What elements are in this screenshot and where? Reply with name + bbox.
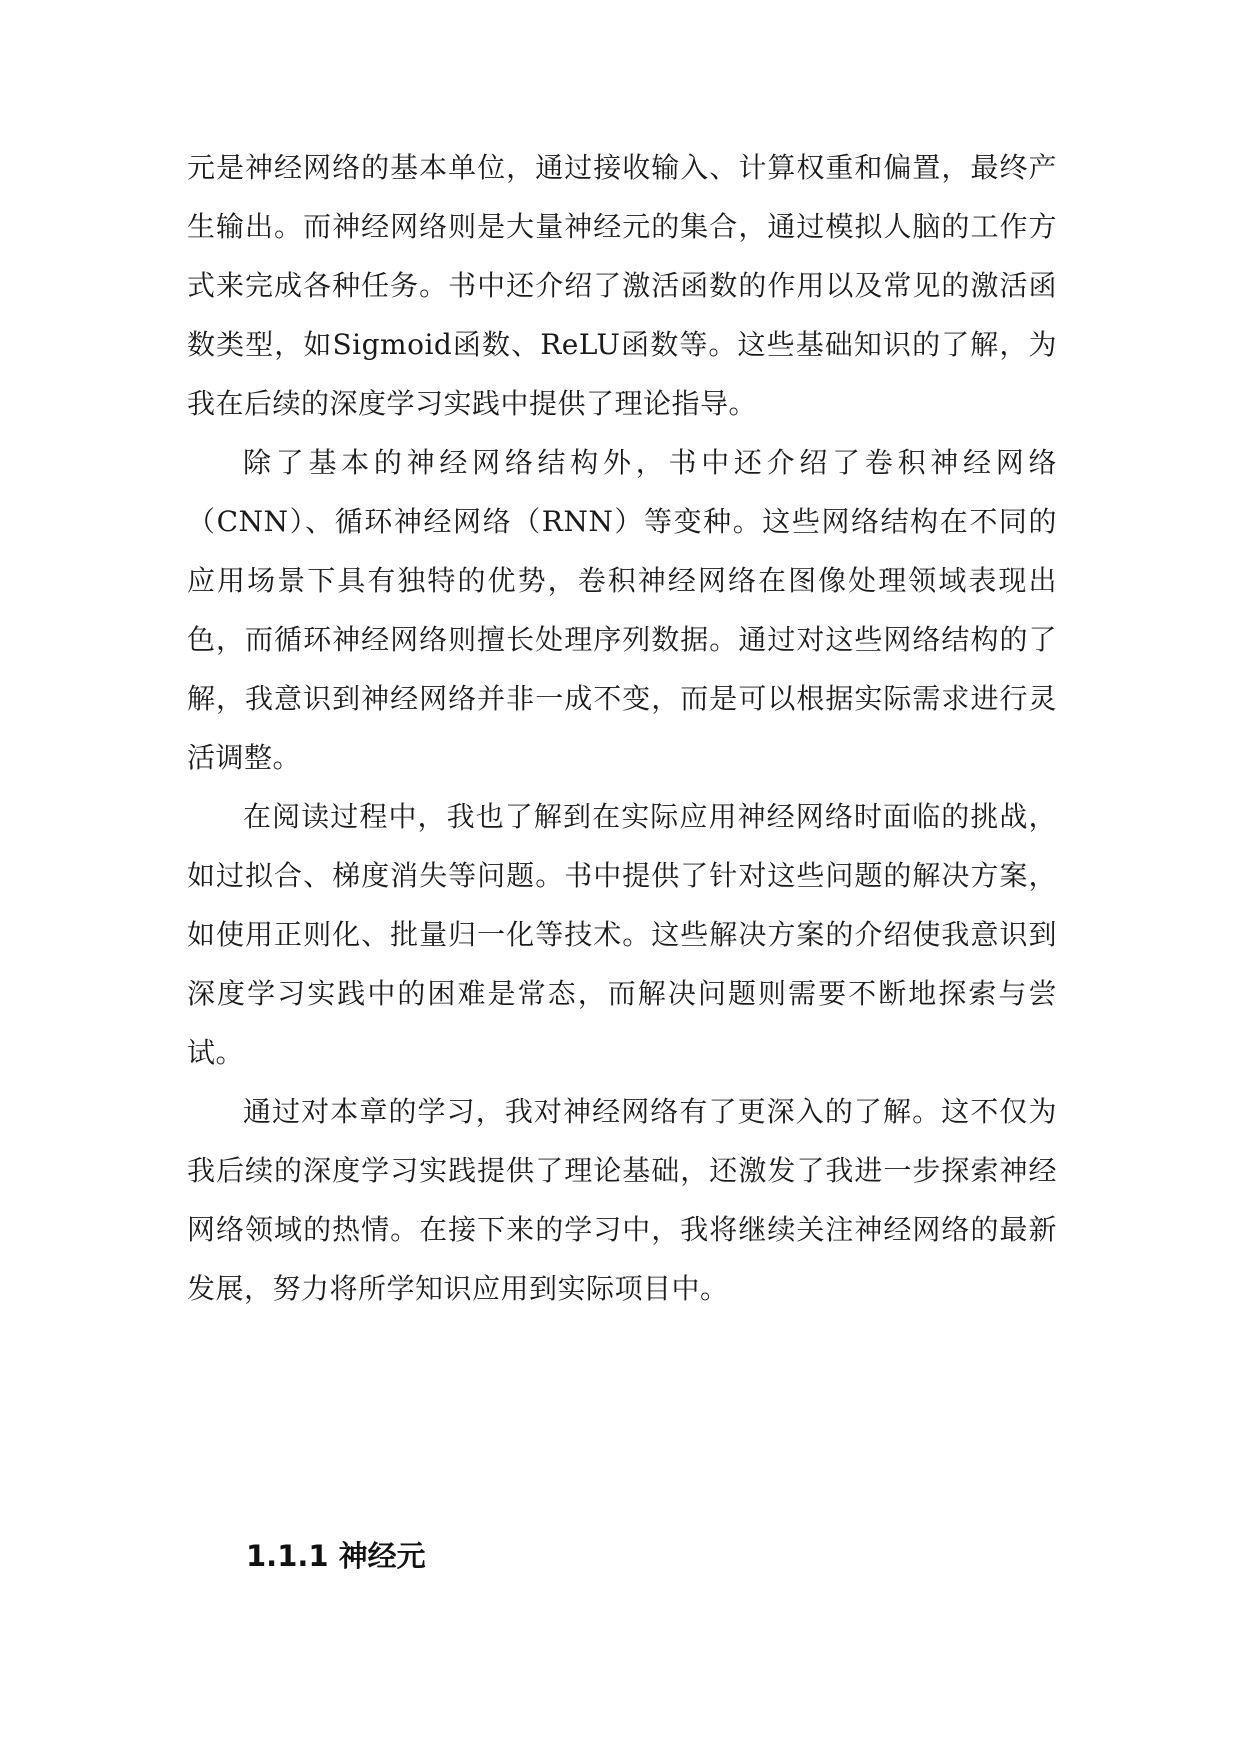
paragraph-1: 元是神经网络的基本单位，通过接收输入、计算权重和偏置，最终产生输出。而神经网络则是大量神经元的集合，通过模拟人脑的工作方式来完成各种任务。书中还介绍了激活函数的作用以及常见的激活函数类型，如Sigmoid函数、ReLU函数等。这些基础知识的了解，为我在后续的深度学习实践中提供了理论指导。 [187, 151, 1057, 420]
paragraph-3: 在阅读过程中，我也了解到在实际应用神经网络时面临的挑战，如过拟合、梯度消失等问题。书中提供了针对这些问题的解决方案，如使用正则化、批量归一化等技术。这些解决方案的介绍使我意识到深度学习实践中的困难是常态，而解决问题则需要不断地探索与尝试。 [187, 800, 1057, 1069]
paragraph-4: 通过对本章的学习，我对神经网络有了更深入的了解。这不仅为我后续的深度学习实践提供了理论基础，还激发了我进一步探索神经网络领域的热情。在接下来的学习中，我将继续关注神经网络的最新发展，努力将所学知识应用到实际项目中。 [187, 1095, 1057, 1305]
paragraph-2: 除了基本的神经网络结构外，书中还介绍了卷积神经网络（CNN）、循环神经网络（RNN）等变种。这些网络结构在不同的应用场景下具有独特的优势，卷积神经网络在图像处理领域表现出色，而循环神经网络则擅长处理序列数据。通过对这些网络结构的了解，我意识到神经网络并非一成不变，而是可以根据实际需求进行灵活调整。 [187, 446, 1057, 774]
body-text [187, 138, 1057, 1318]
section-heading: 1.1.1 神经元 [246, 1539, 426, 1573]
